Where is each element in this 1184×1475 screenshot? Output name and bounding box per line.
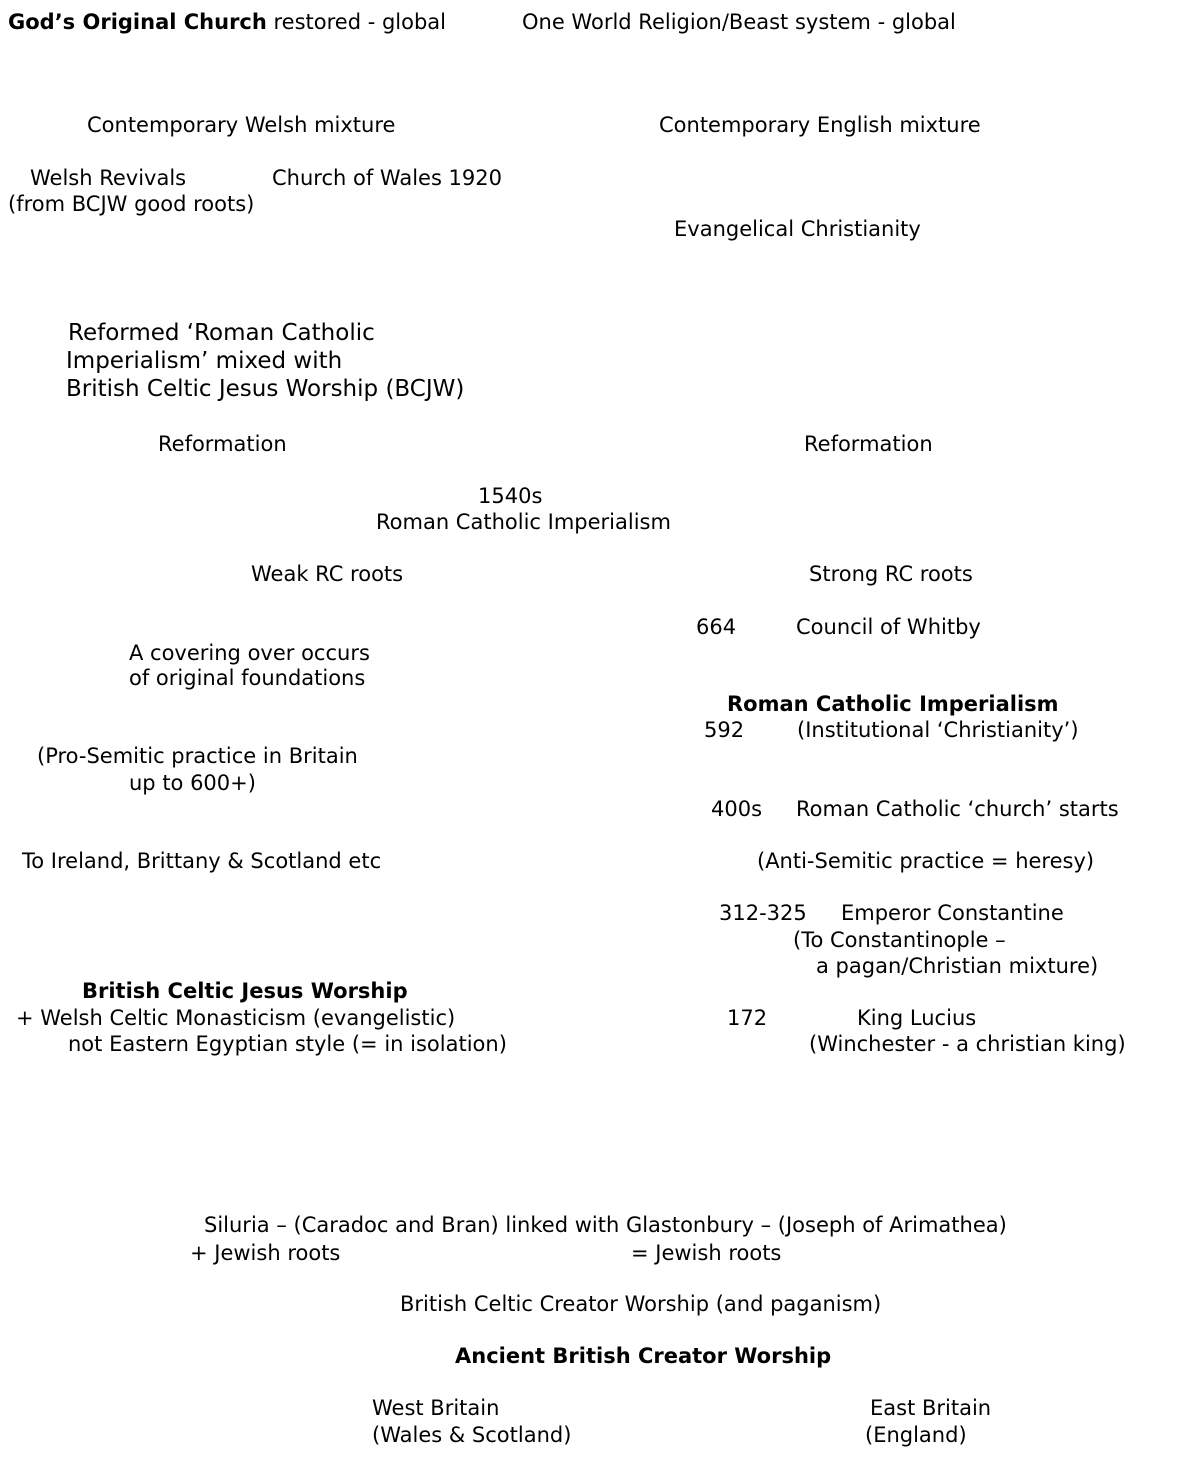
bcjw-line-2: not Eastern Egyptian style (= in isolation)	[68, 1032, 507, 1056]
rc-imperialism-center-label: Roman Catholic Imperialism	[376, 510, 671, 534]
west-britain-note: (Wales & Scotland)	[372, 1423, 572, 1447]
english-mixture-label: Contemporary English mixture	[659, 113, 981, 137]
rc-church-year: 400s	[711, 797, 763, 821]
jewish-roots-left: + Jewish roots	[190, 1241, 341, 1265]
ancient-creator-worship-title: Ancient British Creator Worship	[455, 1344, 832, 1368]
weak-rc-roots-label: Weak RC roots	[251, 562, 404, 586]
constantine-note-1: (To Constantinople –	[793, 928, 1006, 952]
pro-semitic-line-2: up to 600+)	[129, 771, 256, 795]
pro-semitic-line-1: (Pro-Semitic practice in Britain	[37, 744, 358, 768]
emperor-constantine-label: Emperor Constantine	[841, 901, 1064, 925]
welsh-revivals-label: Welsh Revivals	[30, 166, 187, 190]
rc-imperialism-title: Roman Catholic Imperialism	[727, 692, 1059, 716]
jewish-roots-right: = Jewish roots	[631, 1241, 782, 1265]
covering-line-1: A covering over occurs	[129, 641, 370, 665]
east-britain-label: East Britain	[870, 1396, 992, 1420]
reformed-line-1: Reformed ‘Roman Catholic	[68, 320, 375, 346]
gods-original-church-suffix: restored - global	[266, 10, 447, 34]
reformation-west-label: Reformation	[158, 432, 287, 456]
rc-church-starts-label: Roman Catholic ‘church’ starts	[796, 797, 1119, 821]
welsh-mixture-label: Contemporary Welsh mixture	[87, 113, 396, 137]
king-lucius-note: (Winchester - a christian king)	[809, 1032, 1126, 1056]
siluria-glastonbury-label: Siluria – (Caradoc and Bran) linked with Glastonbury – (Joseph of Arimathea)	[204, 1213, 1007, 1237]
celtic-creator-worship-label: British Celtic Creator Worship (and paganism)	[400, 1292, 882, 1316]
bcjw-title: British Celtic Jesus Worship	[82, 979, 408, 1003]
reformed-line-3: British Celtic Jesus Worship (BCJW)	[66, 376, 465, 402]
king-lucius-label: King Lucius	[857, 1006, 977, 1030]
constantine-year: 312-325	[719, 901, 807, 925]
header-left	[8, 12, 446, 33]
bcjw-line-1: + Welsh Celtic Monasticism (evangelistic)	[16, 1006, 456, 1030]
covering-line-2: of original foundations	[129, 666, 366, 690]
west-britain-label: West Britain	[372, 1396, 500, 1420]
anti-semitic-label: (Anti-Semitic practice = heresy)	[757, 849, 1095, 873]
one-world-religion-heading: One World Religion/Beast system - global	[522, 10, 956, 34]
lucius-year: 172	[727, 1006, 768, 1030]
year-1540s-label: 1540s	[478, 484, 543, 508]
council-of-whitby-label: Council of Whitby	[796, 615, 981, 639]
welsh-revivals-note: (from BCJW good roots)	[8, 192, 255, 216]
east-britain-note: (England)	[865, 1423, 967, 1447]
church-of-wales-label: Church of Wales 1920	[272, 166, 503, 190]
whitby-year: 664	[696, 615, 737, 639]
institutional-christianity-label: (Institutional ‘Christianity’)	[797, 718, 1079, 742]
reformation-east-label: Reformation	[804, 432, 933, 456]
to-ireland-label: To Ireland, Brittany & Scotland etc	[22, 849, 382, 873]
institutional-year: 592	[704, 718, 745, 742]
reformed-line-2: Imperialism’ mixed with	[66, 348, 343, 374]
gods-original-church-title: God’s Original Church	[8, 10, 267, 34]
strong-rc-roots-label: Strong RC roots	[809, 562, 973, 586]
evangelical-christianity-label: Evangelical Christianity	[674, 217, 921, 241]
constantine-note-2: a pagan/Christian mixture)	[816, 954, 1099, 978]
